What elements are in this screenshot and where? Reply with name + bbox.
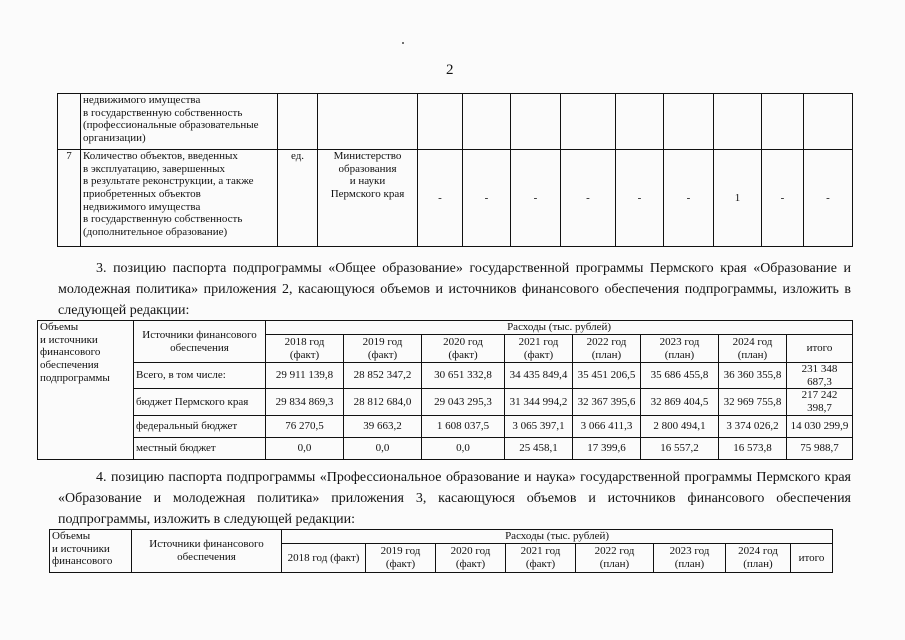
year-header: 2018 год (факт) — [266, 335, 344, 363]
page-number: 2 — [446, 62, 454, 78]
source-label: федеральный бюджет — [134, 415, 266, 437]
value-cell: 35 451 206,5 — [573, 363, 641, 389]
year-header: 2021 год (факт) — [506, 544, 576, 573]
value-cell: - — [664, 150, 714, 247]
value-cell: 16 573,8 — [719, 437, 787, 459]
value-cell: 28 812 684,0 — [344, 389, 422, 415]
value-cell: - — [616, 150, 664, 247]
value-cell: 29 043 295,3 — [422, 389, 505, 415]
value-cell: 36 360 355,8 — [719, 363, 787, 389]
expenses-header: Расходы (тыс. рублей) — [266, 321, 853, 335]
value-cell: 76 270,5 — [266, 415, 344, 437]
value-cell: 217 242 398,7 — [787, 389, 853, 415]
value-cell: - — [418, 150, 463, 247]
value-cell: - — [561, 150, 616, 247]
value-cell: - — [511, 150, 561, 247]
sources-header: Источники финансового обеспечения — [132, 530, 282, 573]
sources-header: Источники финансового обеспечения — [134, 321, 266, 363]
value-cell: 231 348 687,3 — [787, 363, 853, 389]
table-row — [38, 363, 853, 389]
value-cell: 31 344 994,2 — [505, 389, 573, 415]
indicator-text: недвижимого имущества в государственную собственность (профессиональные образовательные организации) — [81, 94, 278, 150]
unit: ед. — [278, 150, 318, 247]
year-header: 2024 год (план) — [726, 544, 791, 573]
year-header: 2023 год (план) — [641, 335, 719, 363]
table-row — [58, 94, 853, 150]
year-header: итого — [787, 335, 853, 363]
table-row — [50, 530, 833, 544]
value-cell: 35 686 455,8 — [641, 363, 719, 389]
value-cell: 25 458,1 — [505, 437, 573, 459]
paragraph-4: 4. позицию паспорта подпрограммы «Профессиональное образование и наука» государственной программы Пермского края «Образование и молодежная политика» приложения 3, касающуюся объемов и источников финансового обеспечения подпрограммы, изложить в следующей редакции: — [58, 470, 851, 527]
row-number: 7 — [58, 150, 81, 247]
year-header: итого — [791, 544, 833, 573]
value-cell: 29 911 139,8 — [266, 363, 344, 389]
year-header: 2020 год (факт) — [422, 335, 505, 363]
indicators-table — [57, 93, 853, 247]
value-cell: 17 399,6 — [573, 437, 641, 459]
year-header: 2019 год (факт) — [366, 544, 436, 573]
source-label: местный бюджет — [134, 437, 266, 459]
value-cell: 0,0 — [422, 437, 505, 459]
table-row — [38, 321, 853, 335]
value-cell: 75 988,7 — [787, 437, 853, 459]
indicator-text: Количество объектов, введенных в эксплуатацию, завершенных в результате реконструкции, а также приобретенных объектов недвижимого имущества в государственную собственность (дополнительное образование) — [81, 150, 278, 247]
year-header: 2024 год (план) — [719, 335, 787, 363]
value-cell: - — [463, 150, 511, 247]
organization: Министерство образования и науки Пермского края — [318, 150, 418, 247]
table-row — [38, 415, 853, 437]
value-cell: 0,0 — [344, 437, 422, 459]
section-label: Объемы и источники финансового обеспечения подпрограммы — [38, 321, 134, 460]
financing-table-professional — [49, 529, 833, 573]
value-cell: 32 869 404,5 — [641, 389, 719, 415]
year-header: 2021 год (факт) — [505, 335, 573, 363]
value-cell: 39 663,2 — [344, 415, 422, 437]
financing-table-general — [37, 320, 853, 460]
value-cell: 32 367 395,6 — [573, 389, 641, 415]
source-label: Всего, в том числе: — [134, 363, 266, 389]
value-cell: 2 800 494,1 — [641, 415, 719, 437]
value-cell: - — [804, 150, 853, 247]
value-cell: 1 608 037,5 — [422, 415, 505, 437]
scan-speck — [402, 42, 404, 44]
year-header: 2019 год (факт) — [344, 335, 422, 363]
value-cell: 34 435 849,4 — [505, 363, 573, 389]
value-cell: 29 834 869,3 — [266, 389, 344, 415]
value-cell: 3 066 411,3 — [573, 415, 641, 437]
value-cell: 14 030 299,9 — [787, 415, 853, 437]
value-cell: - — [762, 150, 804, 247]
value-cell: 3 065 397,1 — [505, 415, 573, 437]
source-label: бюджет Пермского края — [134, 389, 266, 415]
value-cell: 32 969 755,8 — [719, 389, 787, 415]
value-cell: 30 651 332,8 — [422, 363, 505, 389]
value-cell: 16 557,2 — [641, 437, 719, 459]
year-header: 2018 год (факт) — [282, 544, 366, 573]
value-cell: 0,0 — [266, 437, 344, 459]
year-header: 2022 год (план) — [576, 544, 654, 573]
value-cell: 3 374 026,2 — [719, 415, 787, 437]
year-header: 2022 год (план) — [573, 335, 641, 363]
expenses-header: Расходы (тыс. рублей) — [282, 530, 833, 544]
value-cell: 28 852 347,2 — [344, 363, 422, 389]
year-header: 2020 год (факт) — [436, 544, 506, 573]
table-row — [58, 150, 853, 247]
value-cell: 1 — [714, 150, 762, 247]
year-header: 2023 год (план) — [654, 544, 726, 573]
table-row — [38, 389, 853, 415]
paragraph-3: 3. позицию паспорта подпрограммы «Общее образование» государственной программы Пермского края «Образование и молодежная политика» приложения 2, касающуюся объемов и источников финансового обеспечения подпрограммы, изложить в следующей редакции: — [58, 261, 851, 318]
table-row — [38, 437, 853, 459]
section-label: Объемы и источники финансового — [50, 530, 132, 573]
